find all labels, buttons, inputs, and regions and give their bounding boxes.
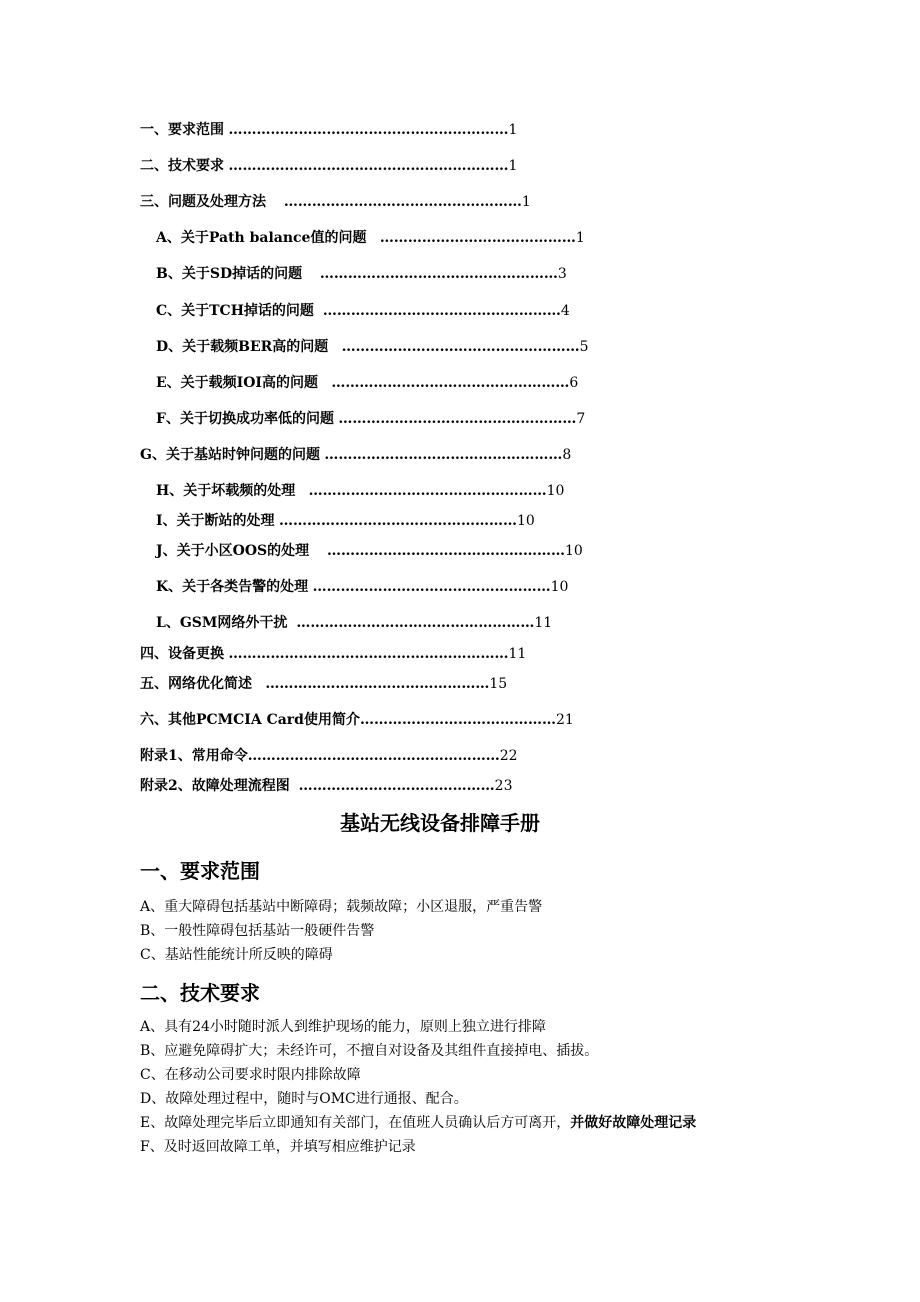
- toc-entry[interactable]: 四、设备更换 ……………………………………………………11: [140, 646, 527, 662]
- body-text-line: D、故障处理过程中，随时与OMC进行通报、配合。: [140, 1091, 468, 1107]
- section-heading: 二、技术要求: [140, 981, 260, 1005]
- toc-entry[interactable]: H、关于坏载频的处理 ……………………………………………10: [156, 483, 565, 499]
- body-text-line: A、具有24小时随时派人到维护现场的能力，原则上独立进行排障: [140, 1019, 546, 1035]
- body-text-line: A、重大障碍包括基站中断障碍；载频故障；小区退服，严重告警: [140, 899, 543, 915]
- body-text-line: F、及时返回故障工单，并填写相应维护记录: [140, 1139, 416, 1155]
- toc-entry[interactable]: 五、网络优化简述 …………………………………………15: [140, 676, 508, 692]
- body-text-line: C、基站性能统计所反映的障碍: [140, 947, 333, 963]
- toc-entry[interactable]: D、关于载频BER高的问题 ……………………………………………5: [156, 339, 589, 355]
- toc-entry[interactable]: 一、要求范围 ……………………………………………………1: [140, 122, 518, 138]
- section-heading: 一、要求范围: [140, 859, 260, 883]
- body-text-line: B、应避免障碍扩大；未经许可，不擅自对设备及其组件直接掉电、插拔。: [140, 1043, 599, 1059]
- toc-entry[interactable]: C、关于TCH掉话的问题 ……………………………………………4: [156, 303, 570, 319]
- toc-entry[interactable]: E、关于载频IOI高的问题 ……………………………………………6: [156, 375, 579, 391]
- body-text-line: [140, 1114, 696, 1132]
- toc-entry[interactable]: G、关于基站时钟问题的问题 ……………………………………………8: [140, 447, 572, 463]
- toc-entry[interactable]: A、关于Path balance值的问题 ……………………………………1: [156, 230, 585, 246]
- toc-entry[interactable]: 附录1、常用命令………………………………………………22: [140, 748, 518, 764]
- toc-entry[interactable]: B、关于SD掉话的问题 ……………………………………………3: [156, 266, 567, 282]
- toc-entry[interactable]: 二、技术要求 ……………………………………………………1: [140, 158, 518, 174]
- document-title: 基站无线设备排障手册: [340, 811, 540, 835]
- body-text-line: B、一般性障碍包括基站一般硬件告警: [140, 923, 375, 939]
- toc-entry[interactable]: I、关于断站的处理 ……………………………………………10: [156, 513, 535, 529]
- toc-entry[interactable]: 附录2、故障处理流程图 ……………………………………23: [140, 778, 513, 794]
- toc-entry[interactable]: K、关于各类告警的处理 ……………………………………………10: [156, 579, 569, 595]
- toc-entry[interactable]: 三、问题及处理方法 ……………………………………………1: [140, 194, 531, 210]
- bold-emphasis: 并做好故障处理记录: [570, 1115, 697, 1131]
- toc-entry[interactable]: 六、其他PCMCIA Card使用简介……………………………………21: [140, 712, 574, 728]
- body-text-line: C、在移动公司要求时限内排除故障: [140, 1067, 361, 1083]
- toc-entry[interactable]: L、GSM网络外干扰 ……………………………………………11: [156, 615, 553, 631]
- toc-entry[interactable]: J、关于小区OOS的处理 ……………………………………………10: [156, 543, 583, 559]
- toc-entry[interactable]: F、关于切换成功率低的问题 ……………………………………………7: [156, 411, 586, 427]
- body-text-segment: E、故障处理完毕后立即通知有关部门，在值班人员确认后方可离开，: [140, 1115, 571, 1131]
